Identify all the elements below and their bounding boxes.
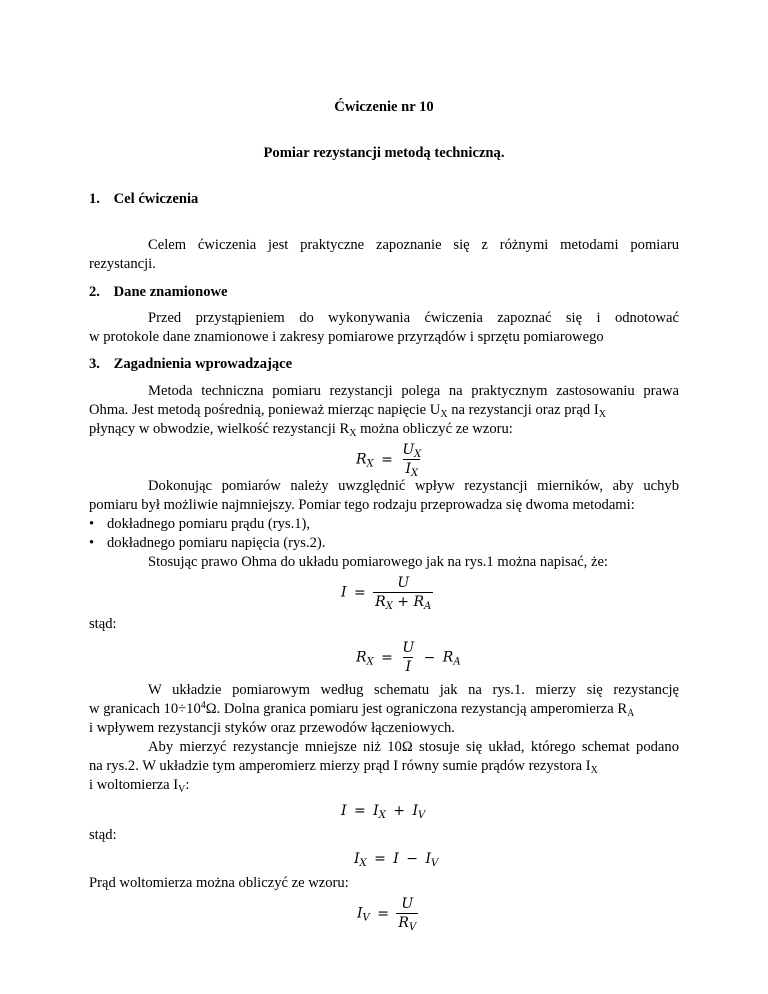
document-title: Ćwiczenie nr 10 xyxy=(334,99,434,115)
section-3-para4-line-3: i wpływem rezystancji styków oraz przewodów łączeniowych. xyxy=(89,720,455,736)
section-1-number: 1. xyxy=(89,191,100,207)
section-2-line-1: Przed przystąpieniem do wykonywania ćwiczenia zapoznać się i odnotować xyxy=(148,310,679,326)
formula-i-u-rx-ra: I = $\frac{U}{R_X + R_A}$ xyxy=(341,575,432,612)
section-3-para3: Stosując prawo Ohma do układu pomiarowego jak na rys.1 można napisać, że: xyxy=(148,554,608,570)
section-1-line-1: Celem ćwiczenia jest praktyczne zapoznanie się z różnymi metodami pomiaru xyxy=(148,237,679,253)
section-1-line-2: rezystancji. xyxy=(89,256,156,272)
section-1-heading xyxy=(89,190,198,209)
section-3-para5-line-2: na rys.2. W układzie tym amperomierz mierzy prąd I równy sumie prądów rezystora $I_X$ xyxy=(89,758,598,776)
section-3-para1-line-2: Ohma. Jest metodą pośrednią, ponieważ mierząc napięcie $U_X$ na rezystancji oraz prąd $I_X$ xyxy=(89,402,606,420)
bullet-item-1: • dokładnego pomiaru prądu (rys.1), xyxy=(89,516,311,532)
stad-label-1: stąd: xyxy=(89,616,117,632)
formula-ix-i-iv: $I_X = I - I_V$ xyxy=(354,851,439,869)
section-3-para6: Prąd woltomierza można obliczyć ze wzoru: xyxy=(89,875,349,891)
section-2-number: 2. xyxy=(89,284,100,300)
formula-iv-u-rv: $I_V$ = $\frac{U}{R_V}$ xyxy=(357,896,417,933)
section-1-title: Cel ćwiczenia xyxy=(113,191,199,207)
section-2-line-2: w protokole dane znamionowe i zakresy pomiarowe przyrządów i sprzętu pomiarowego xyxy=(89,329,604,345)
section-3-heading xyxy=(89,355,292,374)
section-2-heading xyxy=(89,283,228,302)
section-3-para1-line-3: płynący w obwodzie, wielkość rezystancji $R_X$ można obliczyć ze wzoru: xyxy=(89,421,513,439)
stad-label-2: stąd: xyxy=(89,827,117,843)
formula-rx-u-i-ra: $R_X$ = $\frac{U}{I}$ − $R_A$ xyxy=(356,640,461,675)
formula-rx-ux-ix: $R_X$ = $\frac{U_X}{I_X}$ xyxy=(356,442,422,479)
section-3-title: Zagadnienia wprowadzające xyxy=(113,356,293,372)
section-3-para5-line-1: Aby mierzyć rezystancje mniejsze niż 10Ω stosuje się układ, którego schemat podano xyxy=(148,739,679,755)
section-3-para2-line-1: Dokonując pomiarów należy uwzględnić wpływ rezystancji mierników, aby uchyb xyxy=(148,478,679,494)
bullet-item-2: • dokładnego pomiaru napięcia (rys.2). xyxy=(89,535,326,551)
section-3-para4-line-1: W układzie pomiarowym według schematu jak na rys.1. mierzy się rezystancję xyxy=(148,682,679,698)
section-3-para2-line-2: pomiaru był możliwie najmniejszy. Pomiar tego rodzaju przeprowadza się dwoma metodami: xyxy=(89,497,635,513)
section-3-para5-line-3: i woltomierza $I_V$: xyxy=(89,777,190,795)
section-3-number: 3. xyxy=(89,356,100,372)
formula-i-ix-iv: $I = I_X + I_V$ xyxy=(341,803,426,821)
section-3-para1-line-1: Metoda techniczna pomiaru rezystancji polega na praktycznym zastosowaniu prawa xyxy=(148,383,679,399)
section-2-title: Dane znamionowe xyxy=(113,284,228,300)
document-subtitle: Pomiar rezystancji metodą techniczną. xyxy=(263,145,505,161)
section-3-para4-line-2: w granicach $10\div 10^4\Omega$. Dolna granica pomiaru jest ograniczona rezystancją amperomierza $R_A$ xyxy=(89,700,635,719)
